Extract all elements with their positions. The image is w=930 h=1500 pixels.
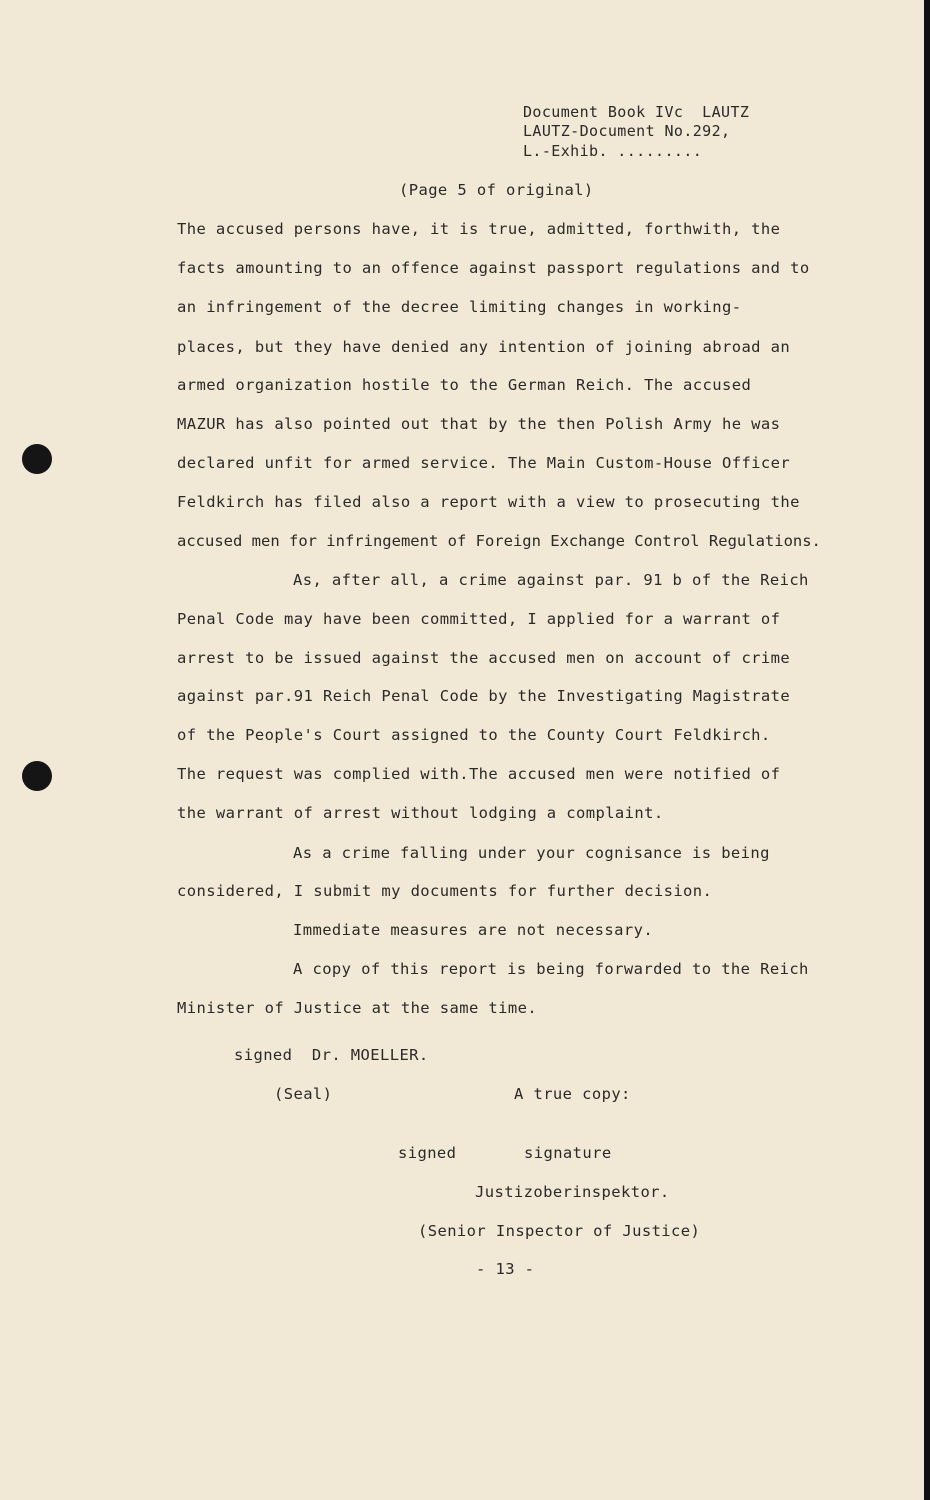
text-line: against par.91 Reich Penal Code by the Investigating Magistrate xyxy=(177,687,791,705)
text-line: arrest to be issued against the accused men on account of crime xyxy=(177,649,791,667)
text-line: of the People's Court assigned to the County Court Feldkirch. xyxy=(177,726,771,744)
text-line: an infringement of the decree limiting changes in working- xyxy=(177,298,742,316)
official-title-translation: (Senior Inspector of Justice) xyxy=(418,1222,701,1240)
text-line: The request was complied with.The accused men were notified of xyxy=(177,765,781,783)
text-line: the warrant of arrest without lodging a complaint. xyxy=(177,804,664,822)
text-line: Penal Code may have been committed, I applied for a warrant of xyxy=(177,610,781,628)
text-line: armed organization hostile to the German Reich. The accused xyxy=(177,376,752,394)
punch-hole xyxy=(22,761,52,791)
text-line: Immediate measures are not necessary. xyxy=(293,921,654,939)
text-line: As a crime falling under your cognisance is being xyxy=(293,844,770,862)
text-line: A copy of this report is being forwarded to the Reich xyxy=(293,960,809,978)
header-exhibit: L.-Exhib. ......... xyxy=(523,142,703,160)
true-copy-label: A true copy: xyxy=(514,1085,631,1103)
signature-label: signature xyxy=(524,1144,612,1162)
text-line: The accused persons have, it is true, admitted, forthwith, the xyxy=(177,220,781,238)
seal-label: (Seal) xyxy=(274,1085,333,1103)
header-book: Document Book IVc LAUTZ xyxy=(523,103,750,121)
page-reference: (Page 5 of original) xyxy=(399,181,594,199)
text-line: As, after all, a crime against par. 91 b of the Reich xyxy=(293,571,809,589)
text-line: Minister of Justice at the same time. xyxy=(177,999,538,1017)
text-line: MAZUR has also pointed out that by the then Polish Army he was xyxy=(177,415,781,433)
text-line: declared unfit for armed service. The Main Custom-House Officer xyxy=(177,454,791,472)
page-edge xyxy=(924,0,930,1500)
signed-by: signed Dr. MOELLER. xyxy=(234,1046,429,1064)
text-line: Feldkirch has filed also a report with a view to prosecuting the xyxy=(177,493,800,511)
signed-label: signed xyxy=(398,1144,457,1162)
official-title: Justizoberinspektor. xyxy=(475,1183,670,1201)
text-line: facts amounting to an offence against passport regulations and to xyxy=(177,259,810,277)
punch-hole xyxy=(22,444,52,474)
header-document-number: LAUTZ-Document No.292, xyxy=(523,122,731,140)
page-number: - 13 - xyxy=(476,1260,535,1278)
text-line: accused men for infringement of Foreign Exchange Control Regulations. xyxy=(177,532,821,550)
text-line: considered, I submit my documents for further decision. xyxy=(177,882,713,900)
text-line: places, but they have denied any intention of joining abroad an xyxy=(177,338,791,356)
